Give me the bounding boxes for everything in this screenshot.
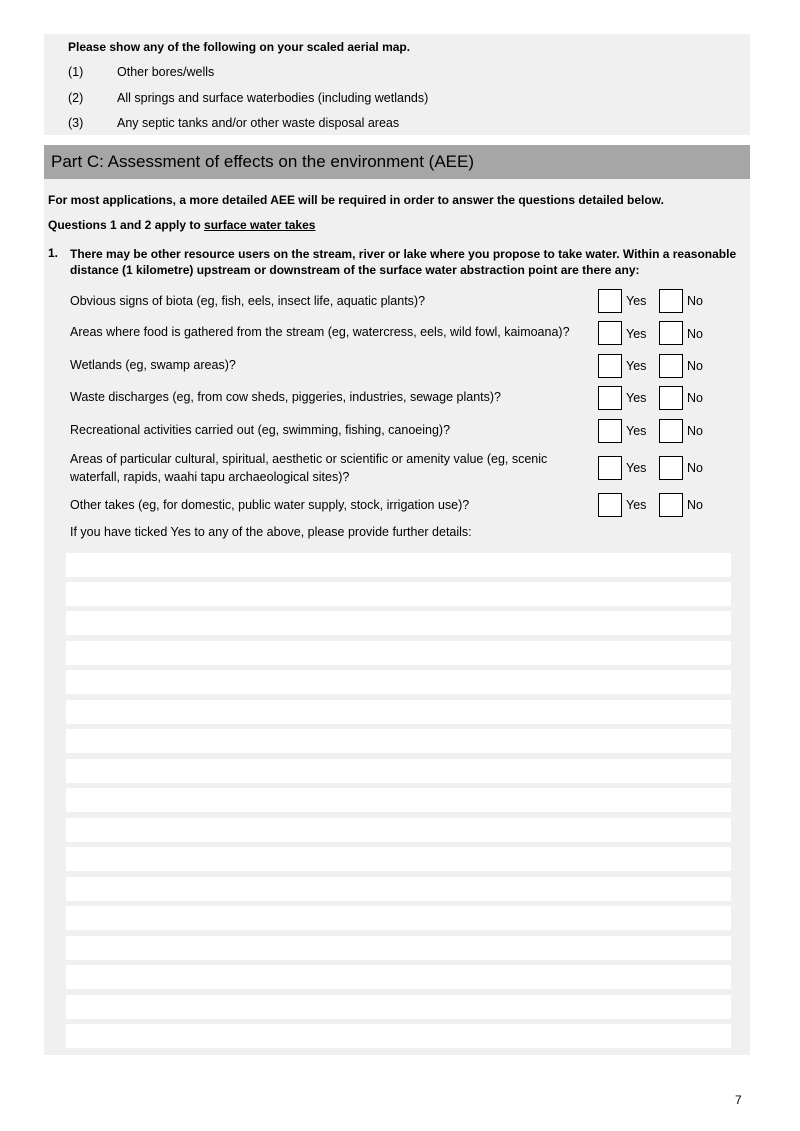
yes-label: Yes <box>626 498 647 512</box>
aee-intro: For most applications, a more detailed AEE will be required in order to answer the questions detailed below. <box>48 193 664 207</box>
details-line-3[interactable] <box>66 611 731 635</box>
details-line-11[interactable] <box>66 847 731 871</box>
details-line-5[interactable] <box>66 670 731 694</box>
checkbox-waste-no[interactable] <box>659 386 683 410</box>
checkbox-food-no[interactable] <box>659 321 683 345</box>
checkbox-wetlands-no[interactable] <box>659 354 683 378</box>
details-line-8[interactable] <box>66 759 731 783</box>
yes-label: Yes <box>626 327 647 341</box>
details-prompt: If you have ticked Yes to any of the above, please provide further details: <box>70 525 472 539</box>
checkbox-cultural-no[interactable] <box>659 456 683 480</box>
checkbox-recreation-yes[interactable] <box>598 419 622 443</box>
map-item-number: (1) <box>68 65 84 79</box>
map-item-2 <box>68 91 428 105</box>
map-item-number: (3) <box>68 116 84 130</box>
questions-apply-note <box>48 218 315 232</box>
checkbox-biota-no[interactable] <box>659 289 683 313</box>
map-item-1 <box>68 65 214 79</box>
row-label-biota: Obvious signs of biota (eg, fish, eels, insect life, aquatic plants)? <box>70 294 426 308</box>
details-line-16[interactable] <box>66 995 731 1019</box>
map-item-text: Any septic tanks and/or other waste disposal areas <box>117 116 400 130</box>
yes-label: Yes <box>626 294 647 308</box>
row-label-cultural-value: Areas of particular cultural, spiritual, aesthetic or scientific or amenity value (eg, scenic waterfall, rapids, waahi tapu archaeological sites)? <box>70 452 548 484</box>
details-line-13[interactable] <box>66 906 731 930</box>
yes-label: Yes <box>626 359 647 373</box>
details-line-9[interactable] <box>66 788 731 812</box>
checkbox-recreation-no[interactable] <box>659 419 683 443</box>
details-line-7[interactable] <box>66 729 731 753</box>
no-label: No <box>687 424 703 438</box>
no-label: No <box>687 294 703 308</box>
checkbox-waste-yes[interactable] <box>598 386 622 410</box>
apply-prefix: Questions 1 and 2 apply to <box>48 218 205 232</box>
details-line-10[interactable] <box>66 818 731 842</box>
question-1-text: There may be other resource users on the stream, river or lake where you propose to take water. Within a reasonable distance (1 kilometre) upstream or downstream of the surface water abstraction point are there any: <box>70 247 737 277</box>
details-line-12[interactable] <box>66 877 731 901</box>
checkbox-food-yes[interactable] <box>598 321 622 345</box>
map-item-number: (2) <box>68 91 84 105</box>
map-item-3 <box>68 116 399 130</box>
details-line-1[interactable] <box>66 553 731 577</box>
checkbox-other-takes-no[interactable] <box>659 493 683 517</box>
no-label: No <box>687 391 703 405</box>
row-label-other-takes: Other takes (eg, for domestic, public water supply, stock, irrigation use)? <box>70 498 470 512</box>
checkbox-other-takes-yes[interactable] <box>598 493 622 517</box>
yes-label: Yes <box>626 424 647 438</box>
apply-underlined: surface water takes <box>204 218 316 232</box>
no-label: No <box>687 327 703 341</box>
page-number: 7 <box>735 1093 742 1107</box>
no-label: No <box>687 461 703 475</box>
details-line-17[interactable] <box>66 1024 731 1048</box>
checkbox-biota-yes[interactable] <box>598 289 622 313</box>
details-line-6[interactable] <box>66 700 731 724</box>
map-item-text: Other bores/wells <box>117 65 215 79</box>
checkbox-cultural-yes[interactable] <box>598 456 622 480</box>
no-label: No <box>687 498 703 512</box>
details-line-15[interactable] <box>66 965 731 989</box>
yes-label: Yes <box>626 461 647 475</box>
yes-label: Yes <box>626 391 647 405</box>
row-label-recreation: Recreational activities carried out (eg, swimming, fishing, canoeing)? <box>70 423 451 437</box>
no-label: No <box>687 359 703 373</box>
checkbox-wetlands-yes[interactable] <box>598 354 622 378</box>
details-line-4[interactable] <box>66 641 731 665</box>
details-line-14[interactable] <box>66 936 731 960</box>
map-requirements-heading: Please show any of the following on your scaled aerial map. <box>68 40 411 54</box>
row-label-waste-discharges: Waste discharges (eg, from cow sheds, piggeries, industries, sewage plants)? <box>70 390 501 404</box>
part-c-title: Part C: Assessment of effects on the environment (AEE) <box>51 152 474 171</box>
details-line-2[interactable] <box>66 582 731 606</box>
row-label-wetlands: Wetlands (eg, swamp areas)? <box>70 358 236 372</box>
question-1-number: 1. <box>48 246 59 260</box>
row-label-food-gathering: Areas where food is gathered from the stream (eg, watercress, eels, wild fowl, kaimoana)? <box>70 325 570 339</box>
map-item-text: All springs and surface waterbodies (including wetlands) <box>117 91 429 105</box>
